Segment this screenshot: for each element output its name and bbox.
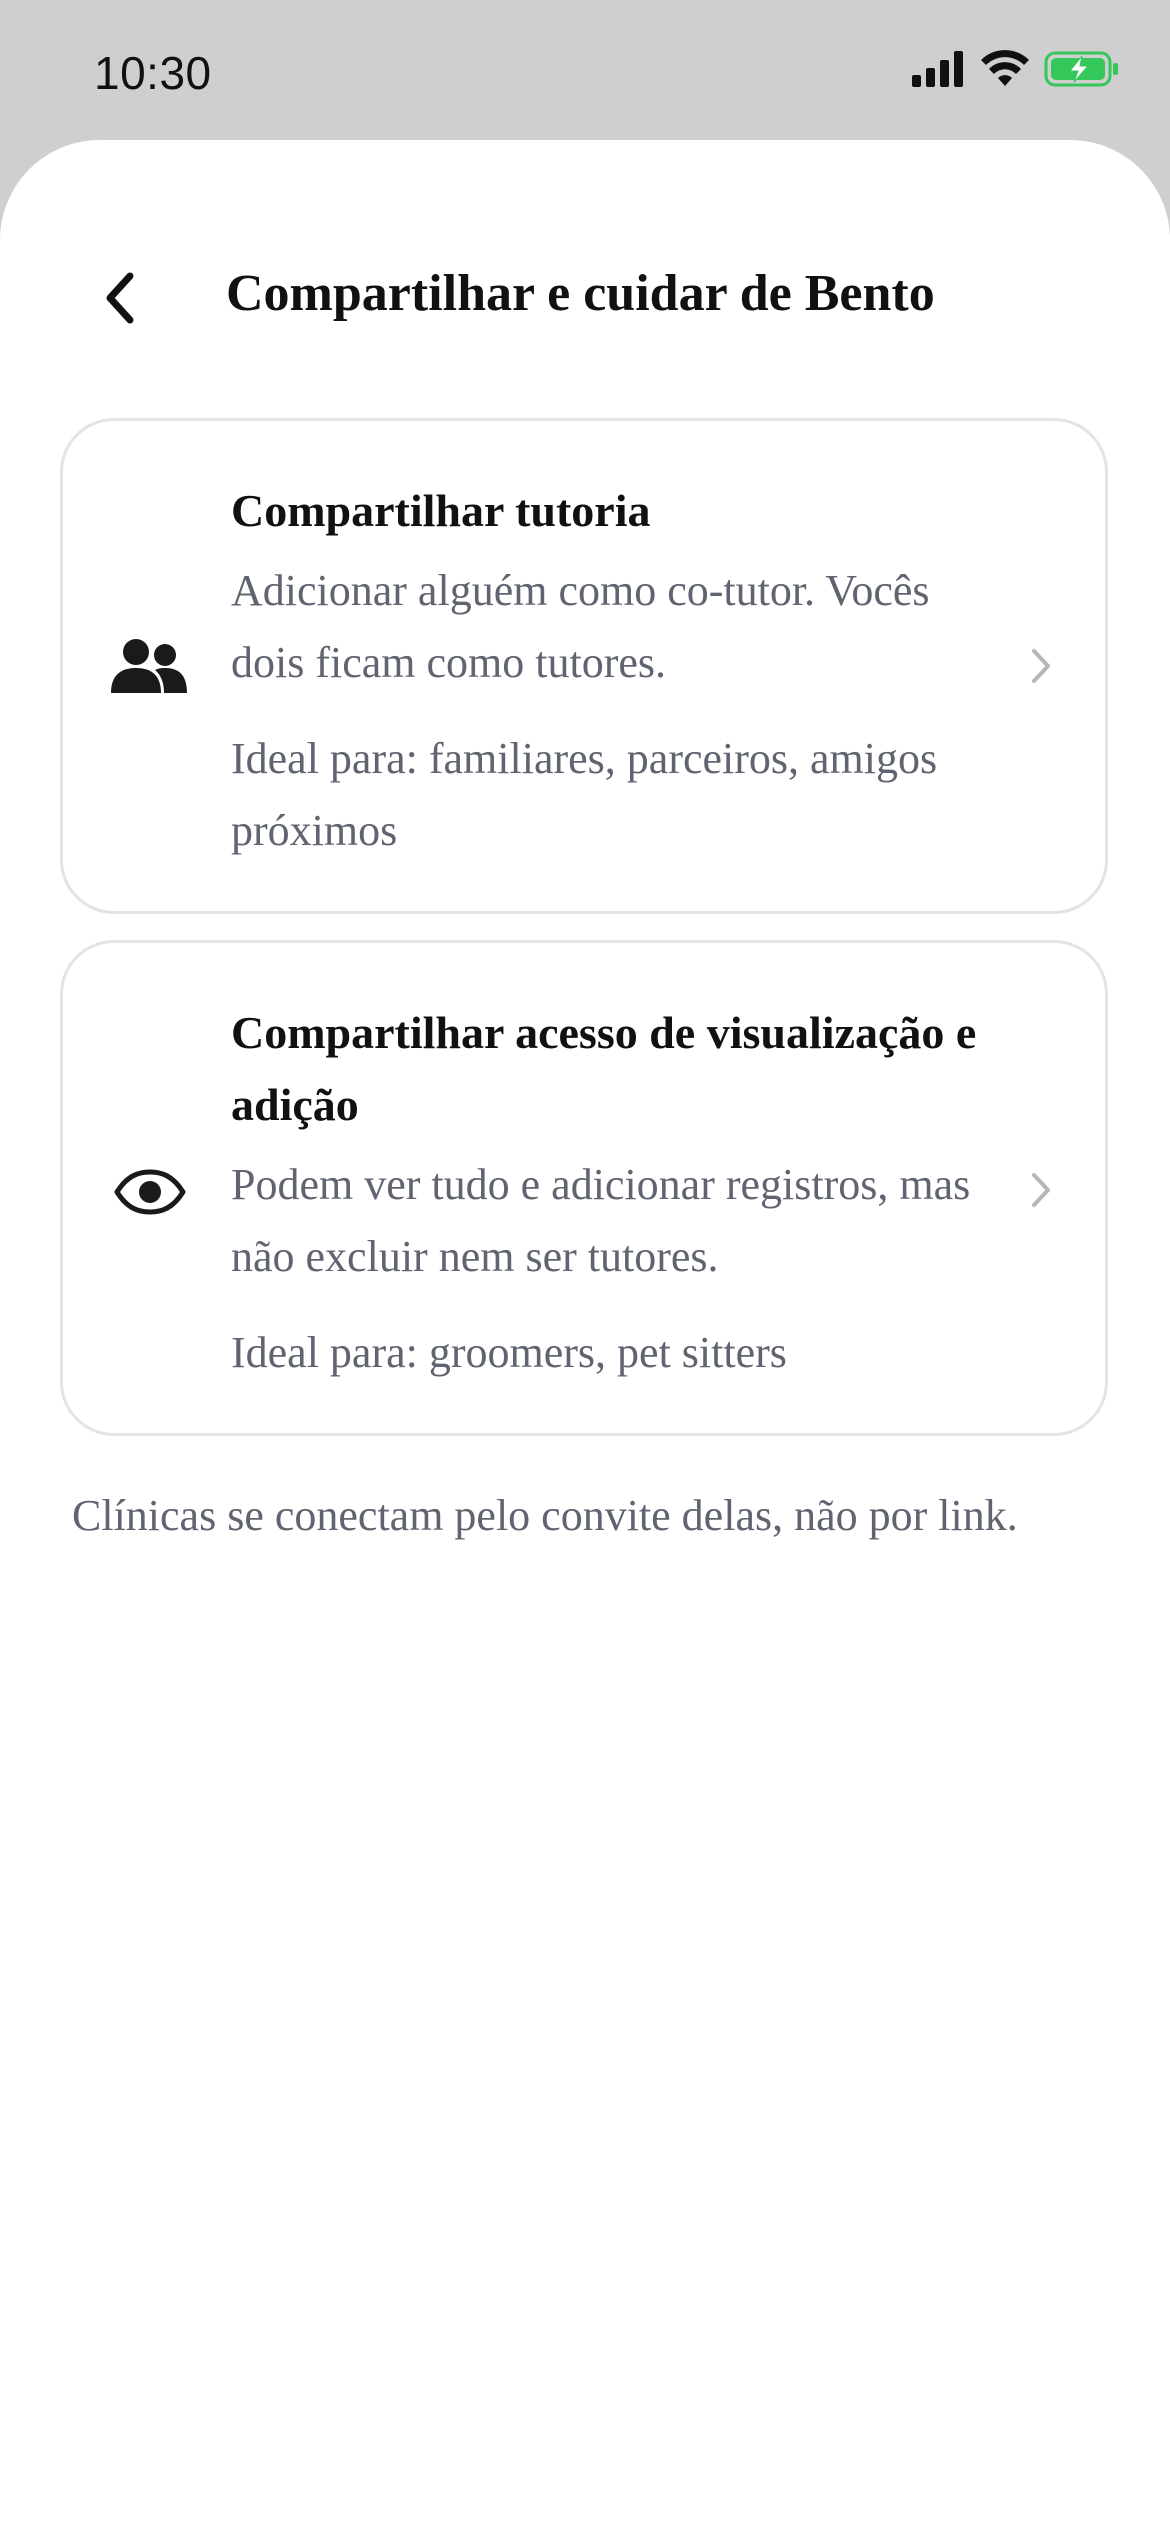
card-content xyxy=(231,475,1011,867)
status-icons xyxy=(912,50,1120,93)
cellular-signal-icon xyxy=(912,51,966,92)
chevron-right-icon xyxy=(1021,641,1061,691)
bottom-sheet xyxy=(0,140,1170,2532)
status-bar xyxy=(0,0,1170,140)
clinic-note: Clínicas se conectam pelo convite delas, não por link. xyxy=(72,1491,1018,1540)
wifi-icon xyxy=(980,50,1030,93)
card-description: Adicionar alguém como co-tutor. Vocês dois ficam como tutores. xyxy=(231,566,930,687)
card-title: Compartilhar tutoria xyxy=(231,485,651,536)
people-icon xyxy=(107,623,193,709)
card-ideal-for: Ideal para: familiares, parceiros, amigos próximos xyxy=(231,734,938,855)
status-time: 10:30 xyxy=(94,47,212,99)
eye-icon xyxy=(107,1149,193,1235)
share-guardianship-card[interactable] xyxy=(60,418,1108,914)
card-title: Compartilhar acesso de visualização e adição xyxy=(231,1007,977,1130)
page-title: Compartilhar e cuidar de Bento xyxy=(226,265,935,322)
battery-charging-icon xyxy=(1044,50,1120,93)
back-button[interactable] xyxy=(85,258,155,338)
chevron-left-icon xyxy=(100,270,140,326)
header xyxy=(0,240,1170,360)
chevron-right-icon xyxy=(1021,1165,1061,1215)
card-description: Podem ver tudo e adicionar registros, mas não excluir nem ser tutores. xyxy=(231,1160,971,1281)
card-ideal-for: Ideal para: groomers, pet sitters xyxy=(231,1328,787,1377)
card-content xyxy=(231,997,1011,1389)
share-view-add-access-card[interactable] xyxy=(60,940,1108,1436)
